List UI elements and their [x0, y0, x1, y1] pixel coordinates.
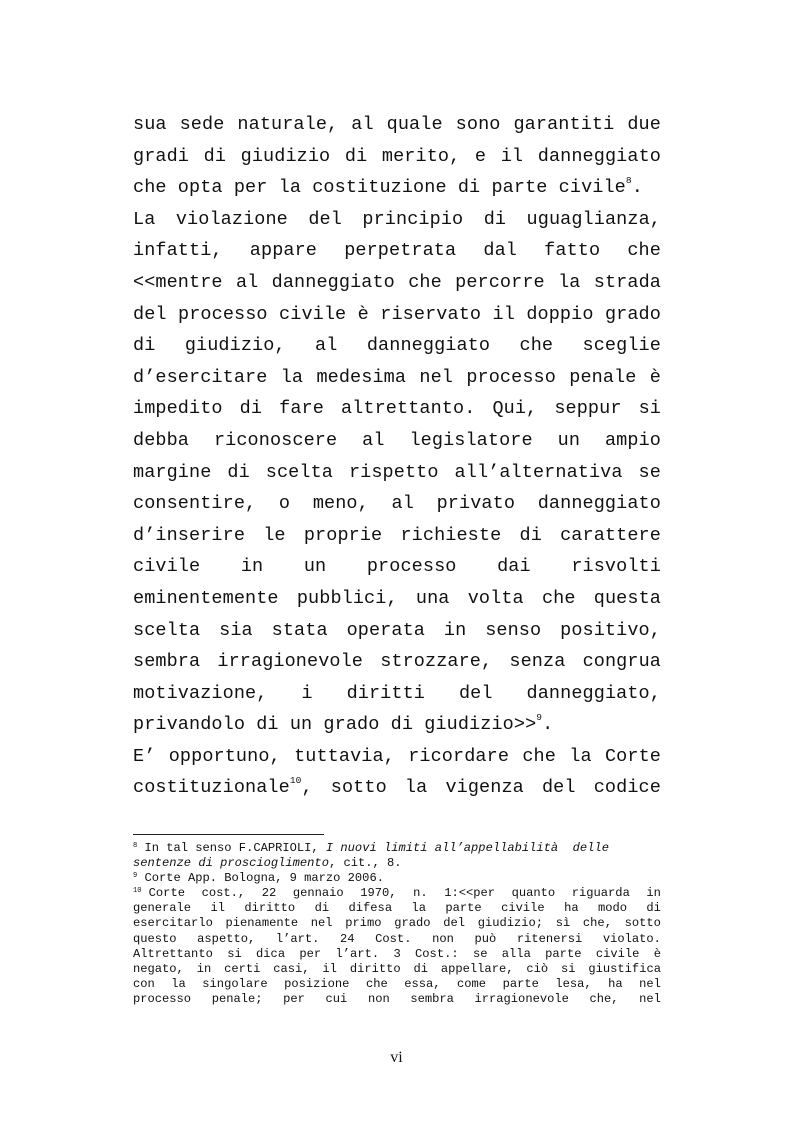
footnote-line: $^{10}$ Corte cost., 22 gennaio 1970, n. 1:<<per quanto riguarda in — [133, 886, 661, 901]
body-line: eminentemente pubblici, una volta che questa — [133, 587, 661, 609]
body-line: impedito di fare altrettanto. Qui, seppur si — [133, 398, 661, 420]
body-line: costituzionale$^{10}$, sotto la vigenza del codice — [133, 775, 661, 799]
footnote-line: generale il diritto di difesa la parte civile ha modo di — [133, 901, 661, 916]
body-text — [133, 109, 661, 804]
footnote-line: con la singolare posizione che essa, come parte lesa, ha nel — [133, 976, 661, 991]
body-line: La violazione del principio di uguaglianza, — [133, 208, 661, 230]
body-line: scelta sia stata operata in senso positivo, — [133, 619, 661, 641]
body-line: di giudizio, al danneggiato che sceglie — [133, 335, 661, 357]
body-line: del processo civile è riservato il doppio grado — [133, 303, 661, 325]
body-line: debba riconoscere al legislatore un ampio — [133, 429, 661, 451]
body-line: d’esercitare la medesima nel processo penale è — [133, 366, 661, 388]
body-line: civile in un processo dai risvolti — [133, 556, 661, 578]
footnote-line: esercitarlo pienamente nel primo grado del giudizio; sì che, sotto — [133, 916, 661, 931]
body-line: che opta per la costituzione di parte civile$^8$. — [133, 175, 643, 199]
footnote-reference: 8 — [625, 175, 632, 187]
page-number: vi — [390, 1049, 403, 1066]
footnote-line: questo aspetto, l’art. 24 Cost. non può ritenersi violato. — [133, 931, 661, 946]
footnote-line: Altrettanto si dica per l’art. 3 Cost.: se alla parte civile è — [133, 946, 661, 961]
footnote-reference: 9 — [536, 712, 543, 724]
body-line: E’ opportuno, tuttavia, ricordare che la Corte — [133, 745, 661, 767]
footnotes — [133, 841, 661, 1007]
body-line: consentire, o meno, al privato danneggiato — [133, 493, 661, 515]
body-line: motivazione, i diritti del danneggiato, — [133, 682, 661, 704]
footnote-number: 9 — [133, 872, 138, 881]
body-line: sua sede naturale, al quale sono garantiti due — [133, 114, 661, 135]
body-line: gradi di giudizio di merito, e il danneggiato — [133, 145, 661, 167]
footnote-number: 8 — [133, 842, 138, 850]
footnote-number: 10 — [133, 887, 142, 896]
footnote-line: $^9$ Corte App. Bologna, 9 marzo 2006. — [133, 871, 384, 886]
footnote-reference: 10 — [289, 775, 302, 787]
body-line: <<mentre al danneggiato che percorre la strada — [133, 271, 661, 293]
footnote-line: $^8$ In tal senso F.CAPRIOLI, I nuovi limiti all’appellabilità delle — [133, 841, 609, 855]
body-line: margine di scelta rispetto all’alternativa se — [133, 461, 661, 483]
body-line: sembra irragionevole strozzare, senza congrua — [133, 651, 661, 673]
body-line: d’inserire le proprie richieste di carattere — [133, 524, 661, 546]
body-line: infatti, appare perpetrata dal fatto che — [133, 240, 661, 262]
footnote-line: sentenze di proscioglimento, cit., 8. — [133, 856, 402, 871]
footnote-line: processo penale; per cui non sembra irragionevole che, nel — [133, 991, 661, 1006]
footnote-line: negato, in certi casi, il diritto di appellare, ciò si giustifica — [133, 961, 661, 976]
body-line: privandolo di un grado di giudizio>>$^9$. — [133, 712, 554, 736]
footnote-separator — [133, 834, 324, 835]
